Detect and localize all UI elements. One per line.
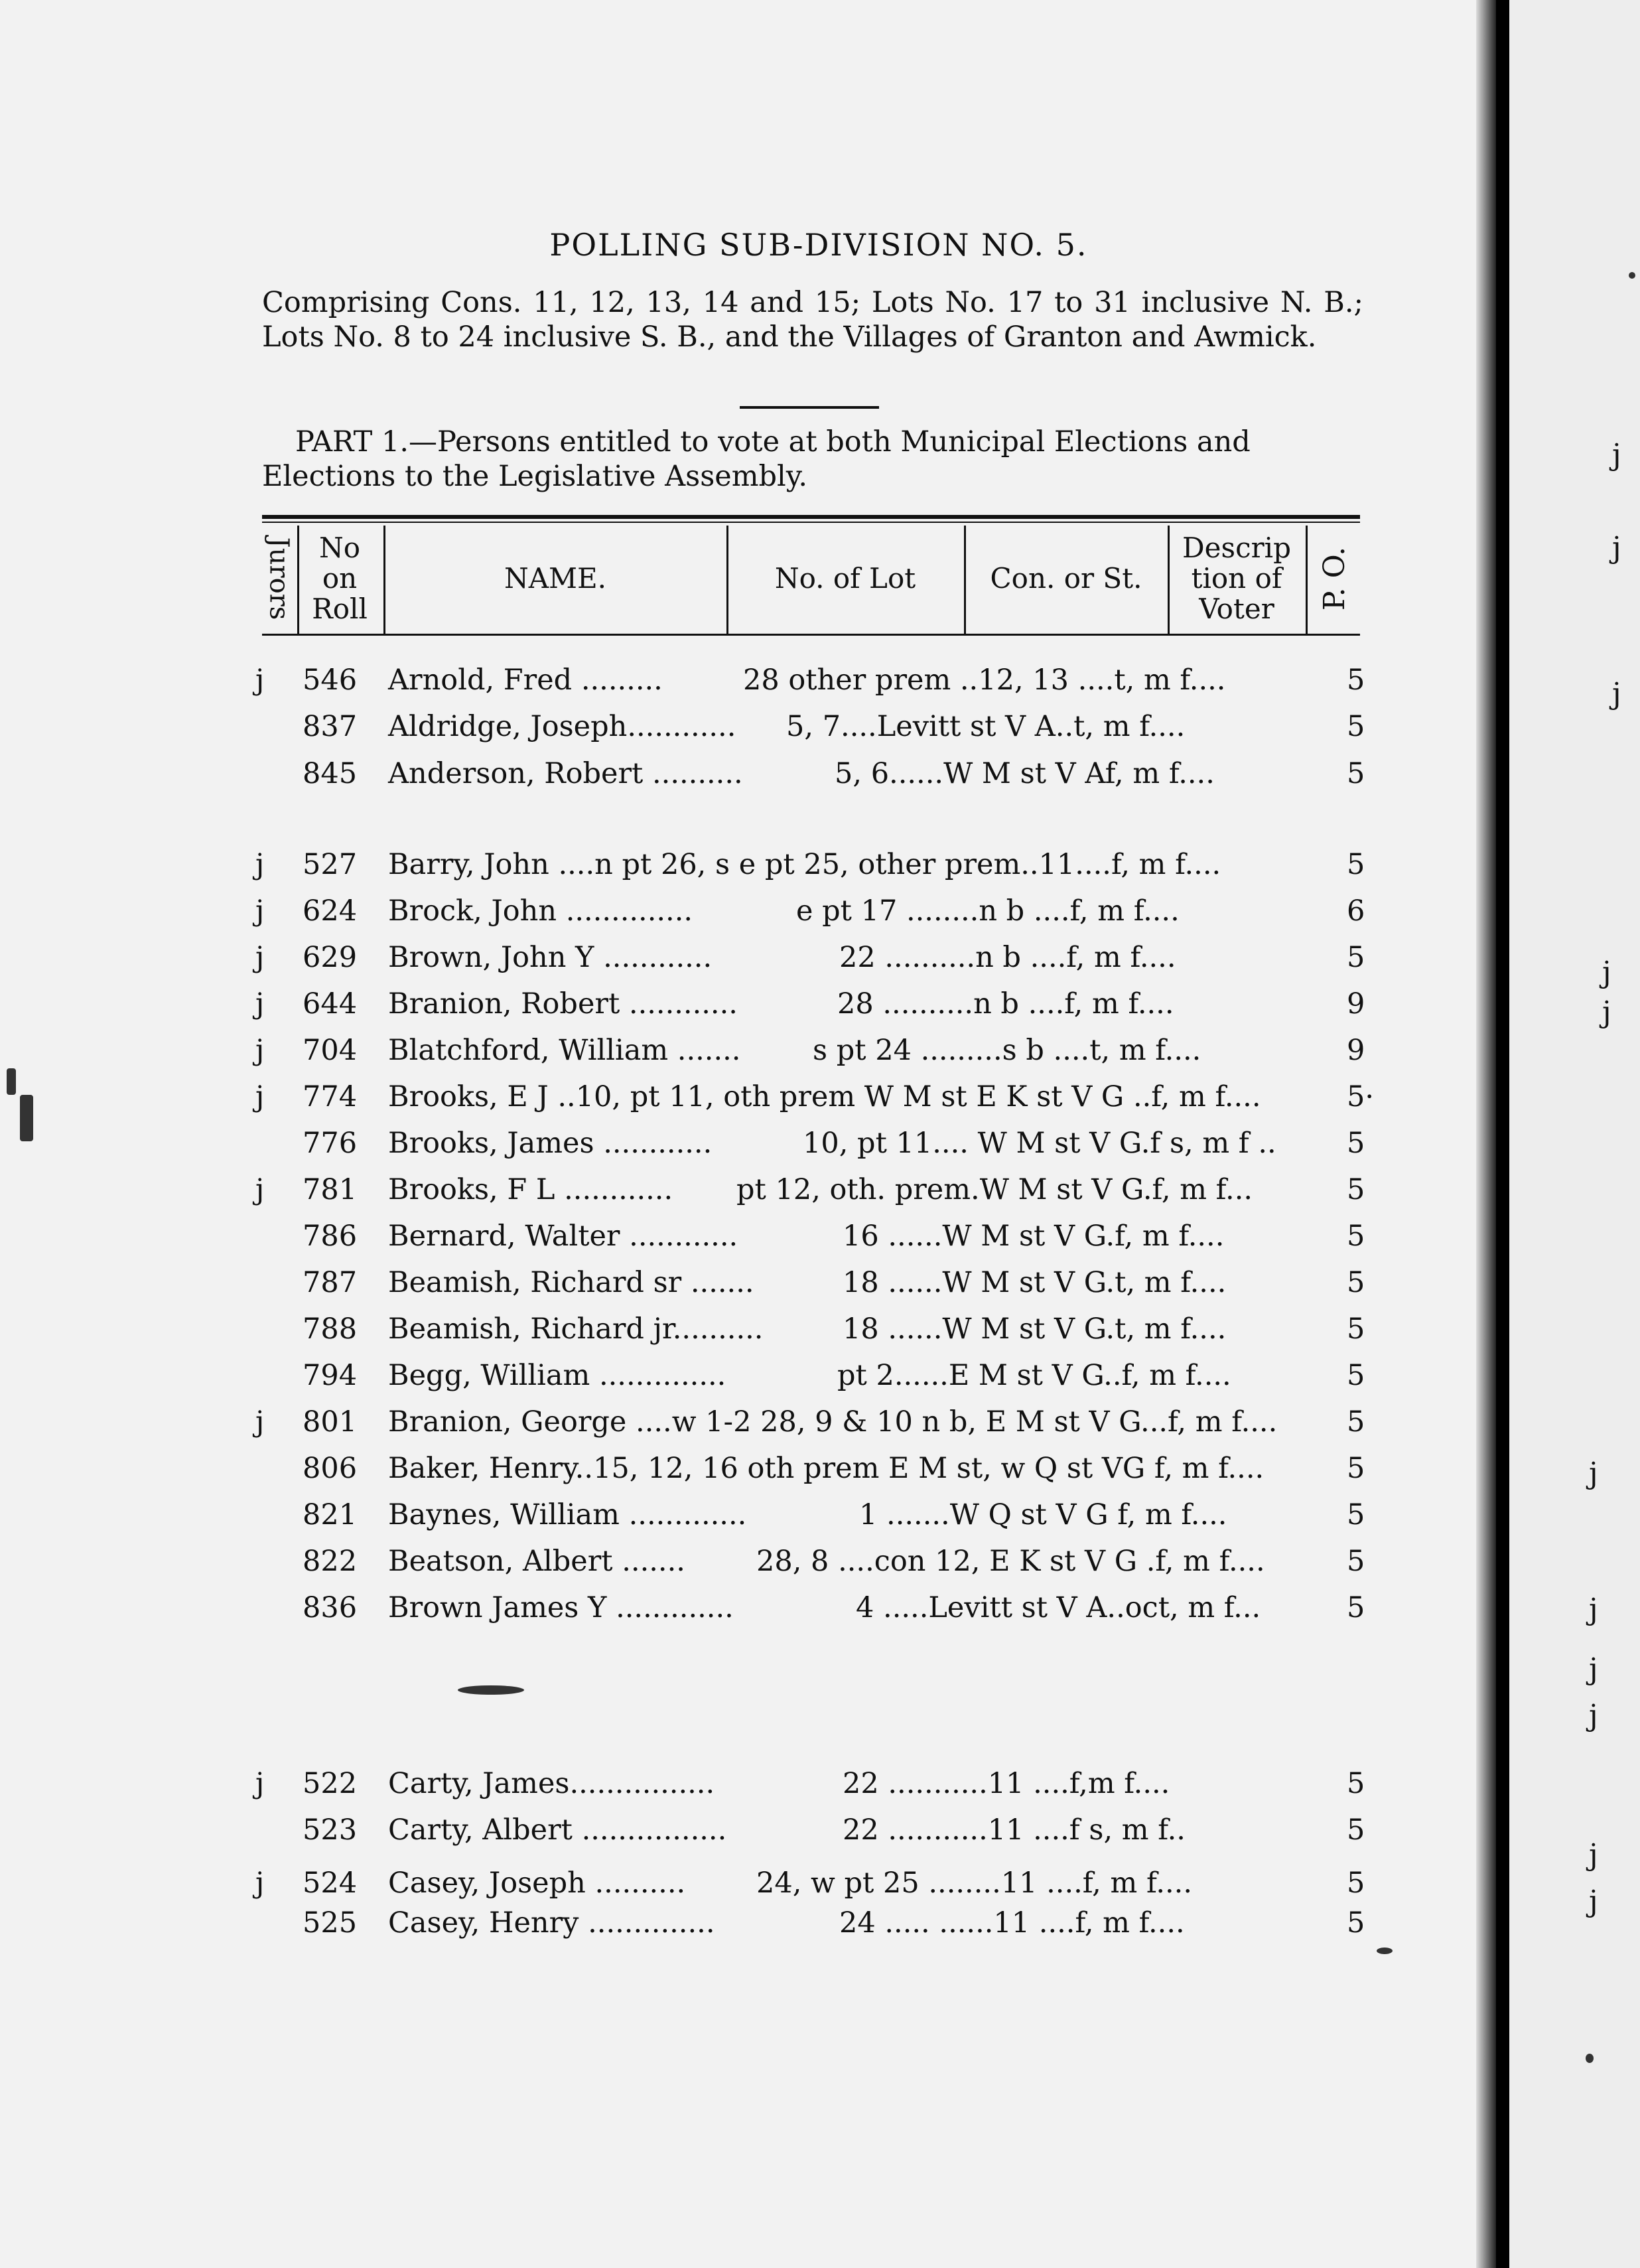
section-divider — [740, 406, 879, 409]
voter-details: 5, 7....Levitt st V A..t, m f.... — [786, 710, 1186, 743]
voter-name: Brooks, F L ............ — [388, 1173, 673, 1206]
margin-juror-mark: j — [1602, 956, 1611, 989]
voter-name: Carty, Albert ................ — [388, 1813, 727, 1847]
voter-details: s pt 24 .........s b ....t, m f.... — [813, 1034, 1201, 1067]
roll-number: 524 — [303, 1867, 358, 1900]
roll-number: 644 — [303, 987, 358, 1021]
voter-row — [0, 1168, 1493, 1212]
margin-juror-mark: j — [1589, 1699, 1598, 1733]
voter-row — [0, 982, 1493, 1026]
part-heading — [262, 425, 1363, 494]
voter-name: Branion, Robert ............ — [388, 987, 738, 1021]
column-divider — [297, 526, 299, 634]
header-no-line2: on — [322, 562, 358, 595]
scan-edge-mark — [20, 1095, 33, 1141]
post-office: 9 — [1347, 1034, 1365, 1067]
roll-number: 822 — [303, 1545, 358, 1578]
column-divider — [726, 526, 728, 634]
voter-name: Begg, William .............. — [388, 1359, 726, 1392]
margin-juror-mark: j — [1589, 1884, 1598, 1918]
adjacent-page-strip — [1509, 0, 1640, 2268]
voter-row — [0, 1400, 1493, 1444]
part-title-continuation: Elections to the Legislative Assembly. — [262, 460, 808, 493]
voter-name: Brooks, E J ..10, pt 11, oth prem W M st E K st V G ..f, m f.... — [388, 1080, 1261, 1113]
voter-name: Arnold, Fred ......... — [388, 664, 663, 697]
post-office: 5 — [1347, 757, 1365, 790]
post-office: 5 — [1347, 1312, 1365, 1346]
header-no-line3: Roll — [312, 593, 368, 625]
header-jurors — [262, 526, 295, 632]
voter-details: 1 .......W Q st V G f, m f.... — [859, 1498, 1227, 1531]
post-office: 5 — [1347, 1452, 1365, 1485]
ink-speck — [1629, 272, 1635, 279]
voter-details: 10, pt 11.... W M st V G.f s, m f .. — [803, 1127, 1276, 1160]
roll-number: 787 — [303, 1266, 358, 1299]
voter-name: Casey, Joseph .......... — [388, 1867, 686, 1900]
ink-speck — [1586, 2054, 1594, 2063]
post-office: 5 — [1347, 1498, 1365, 1531]
voter-row — [0, 752, 1493, 796]
header-desc-line2: tion of — [1191, 562, 1282, 595]
roll-number: 837 — [303, 710, 358, 743]
voter-details: 28 ..........n b ....f, m f.... — [837, 987, 1174, 1021]
post-office: 5 — [1347, 710, 1365, 743]
header-no-on-roll-text — [312, 533, 368, 624]
title-text: POLLING SUB-DIVISION NO. 5. — [549, 227, 1088, 263]
voter-name: Anderson, Robert .......... — [388, 757, 743, 790]
voter-row — [0, 705, 1493, 748]
margin-juror-mark: j — [1589, 1838, 1598, 1872]
header-name: NAME. — [504, 562, 607, 595]
voter-row — [0, 658, 1493, 702]
voter-details: pt 2......E M st V G..f, m f.... — [837, 1359, 1231, 1392]
post-office: 5 — [1347, 941, 1365, 974]
voter-row — [0, 1075, 1493, 1119]
voter-name: Beamish, Richard sr ....... — [388, 1266, 754, 1299]
column-divider — [964, 526, 966, 634]
roll-number: 801 — [303, 1405, 358, 1439]
juror-mark: j — [255, 941, 265, 974]
voter-details: 22 ..........n b ....f, m f.... — [839, 941, 1176, 974]
voter-row — [0, 1307, 1493, 1351]
voter-row — [0, 1762, 1493, 1806]
voter-details: 4 .....Levitt st V A..oct, m f... — [856, 1591, 1261, 1624]
voter-name: Brock, John .............. — [388, 894, 693, 928]
post-office: 5 — [1347, 1767, 1365, 1800]
post-office: 5 — [1347, 1906, 1365, 1940]
roll-number: 704 — [303, 1034, 358, 1067]
voter-details: 28, 8 ....con 12, E K st V G .f, m f.... — [756, 1545, 1265, 1578]
roll-number: 629 — [303, 941, 358, 974]
table-top-rule-thin — [262, 522, 1360, 523]
juror-mark: j — [255, 1034, 265, 1067]
post-office: 5 — [1347, 1173, 1365, 1206]
roll-number: 806 — [303, 1452, 358, 1485]
roll-number: 624 — [303, 894, 358, 928]
roll-number: 525 — [303, 1906, 358, 1940]
part-title-line: PART 1.—Persons entitled to vote at both Municipal Elections and — [295, 425, 1251, 459]
header-no-on-roll — [300, 526, 379, 632]
header-po-text: P. O. — [1318, 546, 1351, 611]
juror-mark: j — [255, 1173, 265, 1206]
table-header-bottom-rule — [262, 634, 1360, 636]
juror-mark: j — [255, 894, 265, 928]
voter-details: 28 other prem ..12, 13 ....t, m f.... — [743, 664, 1226, 697]
post-office: 5 — [1347, 1545, 1365, 1578]
roll-number: 776 — [303, 1127, 358, 1160]
roll-number: 527 — [303, 848, 358, 881]
voter-name: Branion, George ....w 1-2 28, 9 & 10 n b, E M st V G...f, m f.... — [388, 1405, 1278, 1439]
roll-number: 786 — [303, 1220, 358, 1253]
voter-row — [0, 1539, 1493, 1583]
voter-details: 24 ..... ......11 ....f, m f.... — [839, 1906, 1185, 1940]
juror-mark: j — [255, 1767, 265, 1800]
roll-number: 522 — [303, 1767, 358, 1800]
voter-name: Carty, James................ — [388, 1767, 715, 1800]
roll-number: 546 — [303, 664, 358, 697]
roll-number: 845 — [303, 757, 358, 790]
margin-juror-mark: j — [1612, 677, 1621, 711]
voter-details: 22 ...........11 ....f s, m f.. — [843, 1813, 1186, 1847]
margin-juror-mark: j — [1612, 438, 1621, 472]
ink-blot — [458, 1685, 524, 1695]
column-divider — [1306, 526, 1308, 634]
voter-name: Bernard, Walter ............ — [388, 1220, 738, 1253]
voter-name: Baynes, William ............. — [388, 1498, 747, 1531]
margin-juror-mark: j — [1612, 531, 1621, 565]
table-top-rule — [262, 515, 1360, 519]
post-office: 5 — [1347, 1127, 1365, 1160]
voter-details: 24, w pt 25 ........11 ....f, m f.... — [756, 1867, 1193, 1900]
intro-paragraph: Comprising Cons. 11, 12, 13, 14 and 15; Lots No. 17 to 31 inclusive N. B.; Lots No. 8 to 24 inclusive S. B., and the Villages of Granton and Awmick. — [262, 286, 1363, 354]
post-office: 5 — [1347, 1359, 1365, 1392]
post-office: 5 — [1347, 1591, 1365, 1624]
header-po — [1308, 526, 1361, 632]
voter-row — [0, 1808, 1493, 1852]
margin-juror-mark: j — [1589, 1652, 1598, 1686]
roll-number: 794 — [303, 1359, 358, 1392]
voter-name: Barry, John ....n pt 26, s e pt 25, other prem..11....f, m f.... — [388, 848, 1221, 881]
header-lot: No. of Lot — [774, 562, 916, 595]
voter-row — [0, 1028, 1493, 1072]
margin-juror-mark: j — [1589, 1456, 1598, 1490]
post-office: 5· — [1347, 1080, 1375, 1113]
juror-mark: j — [255, 1080, 265, 1113]
juror-mark: j — [255, 987, 265, 1021]
voter-row — [0, 843, 1493, 886]
voter-row — [0, 1121, 1493, 1165]
voter-name: Beatson, Albert ....... — [388, 1545, 685, 1578]
voter-details: 16 ......W M st V G.f, m f.... — [843, 1220, 1225, 1253]
roll-number: 774 — [303, 1080, 358, 1113]
voter-details: 5, 6......W M st V Af, m f.... — [835, 757, 1215, 790]
juror-mark: j — [255, 1405, 265, 1439]
voter-details: 18 ......W M st V G.t, m f.... — [843, 1266, 1227, 1299]
post-office: 5 — [1347, 848, 1365, 881]
roll-number: 821 — [303, 1498, 358, 1531]
roll-number: 836 — [303, 1591, 358, 1624]
roll-number: 781 — [303, 1173, 358, 1206]
voter-name: Brown, John Y ............ — [388, 941, 713, 974]
voter-row — [0, 889, 1493, 933]
voter-name: Brown James Y ............. — [388, 1591, 734, 1624]
voter-row — [0, 1354, 1493, 1397]
voter-row — [0, 1493, 1493, 1537]
voter-row — [0, 1261, 1493, 1305]
scan-edge-mark — [7, 1068, 16, 1095]
voter-name: Brooks, James ............ — [388, 1127, 713, 1160]
post-office: 9 — [1347, 987, 1365, 1021]
header-desc-line3: Voter — [1199, 593, 1274, 625]
voter-name: Blatchford, William ....... — [388, 1034, 741, 1067]
post-office: 5 — [1347, 664, 1365, 697]
header-desc-line1: Descrip — [1182, 532, 1291, 564]
post-office: 6 — [1347, 894, 1365, 928]
voter-details: 18 ......W M st V G.t, m f.... — [843, 1312, 1227, 1346]
roll-number: 788 — [303, 1312, 358, 1346]
post-office: 5 — [1347, 1220, 1365, 1253]
roll-number: 523 — [303, 1813, 358, 1847]
juror-mark: j — [255, 848, 265, 881]
header-jurors-text: Jurors — [263, 537, 294, 620]
voter-details: e pt 17 ........n b ....f, m f.... — [796, 894, 1180, 928]
voter-row — [0, 936, 1493, 979]
header-description — [1170, 526, 1303, 632]
juror-mark: j — [255, 664, 265, 697]
voter-row — [0, 1586, 1493, 1630]
juror-mark: j — [255, 1867, 265, 1900]
ink-speck — [1377, 1948, 1393, 1954]
post-office: 5 — [1347, 1405, 1365, 1439]
voter-name: Beamish, Richard jr.......... — [388, 1312, 764, 1346]
voter-row — [0, 1901, 1493, 1945]
page-title — [0, 227, 1640, 263]
margin-juror-mark: j — [1589, 1593, 1598, 1626]
margin-juror-mark: j — [1602, 995, 1611, 1029]
post-office: 5 — [1347, 1266, 1365, 1299]
column-divider — [1168, 526, 1170, 634]
header-description-text — [1182, 533, 1291, 624]
header-con: Con. or St. — [990, 562, 1142, 595]
column-divider — [383, 526, 385, 634]
post-office: 5 — [1347, 1813, 1365, 1847]
voter-name: Aldridge, Joseph............ — [388, 710, 736, 743]
voter-name: Casey, Henry .............. — [388, 1906, 715, 1940]
voter-details: pt 12, oth. prem.W M st V G.f, m f... — [736, 1173, 1253, 1206]
voter-row — [0, 1861, 1493, 1905]
voter-name: Baker, Henry..15, 12, 16 oth prem E M st, w Q st VG f, m f.... — [388, 1452, 1264, 1485]
voter-row — [0, 1447, 1493, 1490]
header-no-line1: No — [318, 532, 361, 564]
voter-row — [0, 1214, 1493, 1258]
voter-details: 22 ...........11 ....f,m f.... — [843, 1767, 1170, 1800]
post-office: 5 — [1347, 1867, 1365, 1900]
